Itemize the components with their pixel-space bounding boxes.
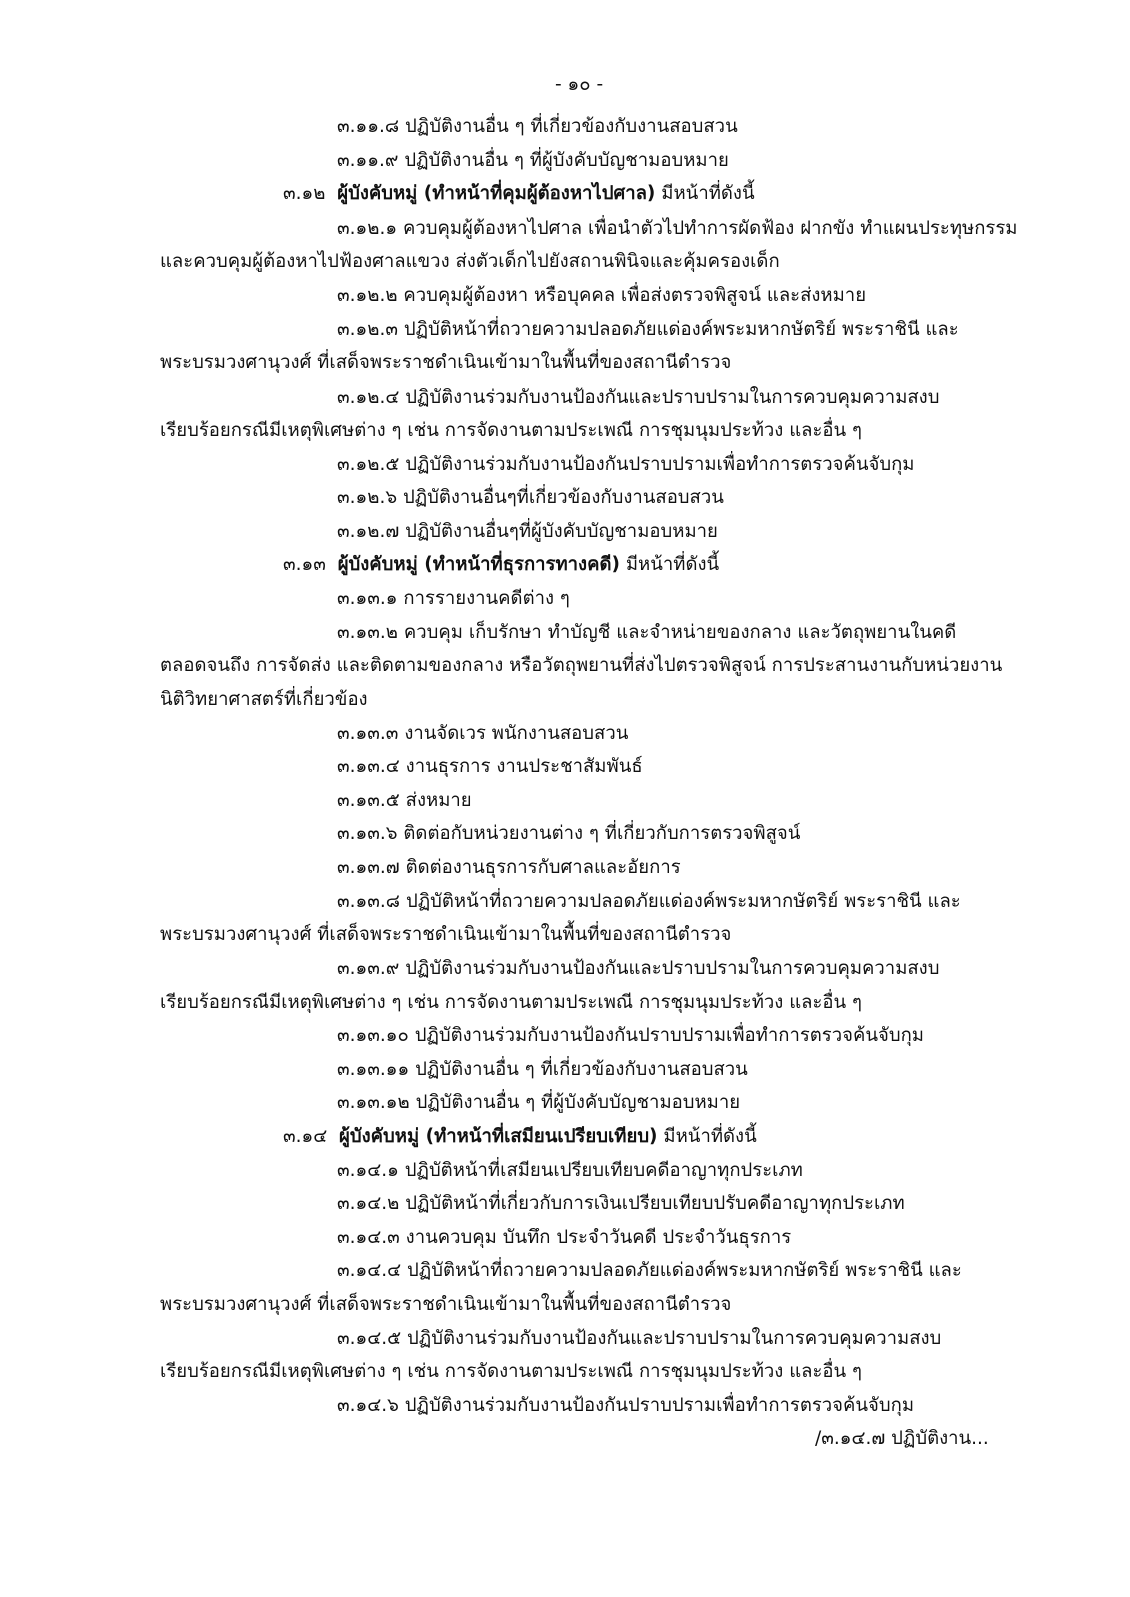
- clause-3-12-2: ๓.๑๒.๒ ควบคุมผู้ต้องหา หรือบุคคล เพื่อส่งตรวจพิสูจน์ และส่งหมาย: [337, 285, 867, 306]
- section-title: ผู้บังคับหมู่ (ทำหน้าที่เสมียนเปรียบเทียบ): [339, 1126, 658, 1147]
- clause-3-14-4-cont: พระบรมวงศานุวงศ์ ที่เสด็จพระราชดำเนินเข้ามาในพื้นที่ของสถานีตำรวจ: [160, 1294, 732, 1315]
- section-heading-3-13: [283, 553, 719, 577]
- clause-3-13-9: ๓.๑๓.๙ ปฏิบัติงานร่วมกับงานป้องกันและปราบปรามในการควบคุมความสงบ: [337, 958, 940, 979]
- section-tail: มีหน้าที่ดังนี้: [663, 1126, 757, 1147]
- clause-3-14-6: ๓.๑๔.๖ ปฏิบัติงานร่วมกับงานป้องกันปราบปรามเพื่อทำการตรวจค้นจับกุม: [337, 1395, 915, 1416]
- clause-3-13-8: ๓.๑๓.๘ ปฏิบัติหน้าที่ถวายความปลอดภัยแด่องค์พระมหากษัตริย์ พระราชินี และ: [337, 891, 961, 912]
- clause-3-12-6: ๓.๑๒.๖ ปฏิบัติงานอื่นๆที่เกี่ยวข้องกับงานสอบสวน: [337, 487, 724, 508]
- clause-3-13-7: ๓.๑๓.๗ ติดต่องานธุรการกับศาลและอัยการ: [337, 857, 681, 878]
- clause-3-12-3: ๓.๑๒.๓ ปฏิบัติหน้าที่ถวายความปลอดภัยแด่องค์พระมหากษัตริย์ พระราชินี และ: [337, 319, 959, 340]
- clause-3-13-5: ๓.๑๓.๕ ส่งหมาย: [337, 790, 472, 811]
- clause-3-13-9-cont: เรียบร้อยกรณีมีเหตุพิเศษต่าง ๆ เช่น การจัดงานตามประเพณี การชุมนุมประท้วง และอื่น ๆ: [160, 992, 862, 1013]
- clause-3-12-5: ๓.๑๒.๕ ปฏิบัติงานร่วมกับงานป้องกันปราบปรามเพื่อทำการตรวจค้นจับกุม: [337, 454, 915, 475]
- section-title: ผู้บังคับหมู่ (ทำหน้าที่คุมผู้ต้องหาไปศาล): [337, 183, 656, 204]
- clause-3-13-6: ๓.๑๓.๖ ติดต่อกับหน่วยงานต่าง ๆ ที่เกี่ยวกับการตรวจพิสูจน์: [337, 823, 801, 844]
- clause-3-12-3-cont: พระบรมวงศานุวงศ์ ที่เสด็จพระราชดำเนินเข้ามาในพื้นที่ของสถานีตำรวจ: [160, 352, 732, 373]
- section-title: ผู้บังคับหมู่ (ทำหน้าที่ธุรการทางคดี): [337, 554, 620, 575]
- section-number: ๓.๑๓: [283, 554, 326, 575]
- clause-3-13-8-cont: พระบรมวงศานุวงศ์ ที่เสด็จพระราชดำเนินเข้ามาในพื้นที่ของสถานีตำรวจ: [160, 924, 732, 945]
- clause-3-13-12: ๓.๑๓.๑๒ ปฏิบัติงานอื่น ๆ ที่ผู้บังคับบัญชามอบหมาย: [337, 1092, 741, 1113]
- continuation-marker: /๓.๑๔.๗ ปฏิบัติงาน...: [815, 1428, 989, 1449]
- section-number: ๓.๑๔: [283, 1126, 328, 1147]
- section-heading-3-12: [283, 182, 755, 206]
- clause-3-13-1: ๓.๑๓.๑ การรายงานคดีต่าง ๆ: [337, 588, 570, 609]
- clause-3-12-1: ๓.๑๒.๑ ควบคุมผู้ต้องหาไปศาล เพื่อนำตัวไปทำการผัดฟ้อง ฝากขัง ทำแผนประทุษกรรม: [337, 218, 1018, 239]
- section-tail: มีหน้าที่ดังนี้: [625, 554, 720, 575]
- clause-3-13-4: ๓.๑๓.๔ งานธุรการ งานประชาสัมพันธ์: [337, 756, 643, 777]
- clause-3-14-5-cont: เรียบร้อยกรณีมีเหตุพิเศษต่าง ๆ เช่น การจัดงานตามประเพณี การชุมนุมประท้วง และอื่น ๆ: [160, 1361, 862, 1382]
- clause-3-12-4: ๓.๑๒.๔ ปฏิบัติงานร่วมกับงานป้องกันและปราบปรามในการควบคุมความสงบ: [337, 387, 940, 408]
- section-number: ๓.๑๒: [283, 183, 326, 204]
- clause-3-13-11: ๓.๑๓.๑๑ ปฏิบัติงานอื่น ๆ ที่เกี่ยวข้องกับงานสอบสวน: [337, 1059, 748, 1080]
- clause-3-14-3: ๓.๑๔.๓ งานควบคุม บันทึก ประจำวันคดี ประจำวันธุรการ: [337, 1227, 792, 1248]
- clause-3-14-4: ๓.๑๔.๔ ปฏิบัติหน้าที่ถวายความปลอดภัยแด่องค์พระมหากษัตริย์ พระราชินี และ: [337, 1260, 962, 1281]
- clause-3-14-1: ๓.๑๔.๑ ปฏิบัติหน้าที่เสมียนเปรียบเทียบคดีอาญาทุกประเภท: [337, 1160, 803, 1181]
- clause-3-14-2: ๓.๑๔.๒ ปฏิบัติหน้าที่เกี่ยวกับการเงินเปรียบเทียบปรับคดีอาญาทุกประเภท: [337, 1193, 905, 1214]
- clause-3-12-7: ๓.๑๒.๗ ปฏิบัติงานอื่นๆที่ผู้บังคับบัญชามอบหมาย: [337, 521, 718, 542]
- section-tail: มีหน้าที่ดังนี้: [661, 183, 755, 204]
- page-number: - ๑๐ -: [555, 74, 604, 95]
- clause-3-13-2-cont: ตลอดจนถึง การจัดส่ง และติดตามของกลาง หรือวัตถุพยานที่ส่งไปตรวจพิสูจน์ การประสานงานกับหน่วยงาน: [160, 655, 1003, 676]
- section-heading-3-14: [283, 1125, 757, 1149]
- clause-3-11-9: ๓.๑๑.๙ ปฏิบัติงานอื่น ๆ ที่ผู้บังคับบัญชามอบหมาย: [337, 150, 729, 171]
- clause-3-11-8: ๓.๑๑.๘ ปฏิบัติงานอื่น ๆ ที่เกี่ยวข้องกับงานสอบสวน: [337, 116, 738, 137]
- clause-3-14-5: ๓.๑๔.๕ ปฏิบัติงานร่วมกับงานป้องกันและปราบปรามในการควบคุมความสงบ: [337, 1328, 942, 1349]
- clause-3-12-4-cont: เรียบร้อยกรณีมีเหตุพิเศษต่าง ๆ เช่น การจัดงานตามประเพณี การชุมนุมประท้วง และอื่น ๆ: [160, 420, 862, 441]
- clause-3-13-10: ๓.๑๓.๑๐ ปฏิบัติงานร่วมกับงานป้องกันปราบปรามเพื่อทำการตรวจค้นจับกุม: [337, 1025, 924, 1046]
- clause-3-12-1-cont: และควบคุมผู้ต้องหาไปฟ้องศาลแขวง ส่งตัวเด็กไปยังสถานพินิจและคุ้มครองเด็ก: [160, 251, 780, 272]
- clause-3-13-2-cont2: นิติวิทยาศาสตร์ที่เกี่ยวข้อง: [160, 689, 368, 710]
- clause-3-13-2: ๓.๑๓.๒ ควบคุม เก็บรักษา ทำบัญชี และจำหน่ายของกลาง และวัตถุพยานในคดี: [337, 622, 957, 643]
- clause-3-13-3: ๓.๑๓.๓ งานจัดเวร พนักงานสอบสวน: [337, 723, 629, 744]
